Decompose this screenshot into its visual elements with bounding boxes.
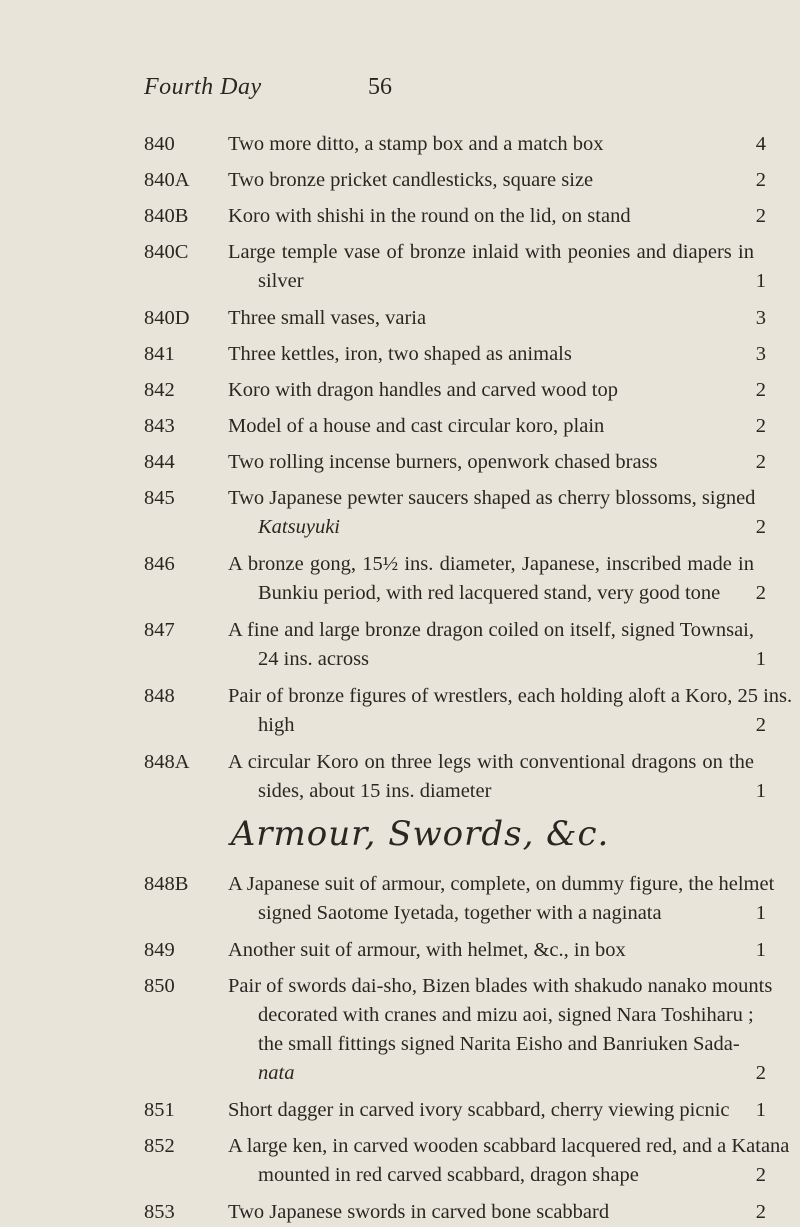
page-number: 56 xyxy=(368,74,392,100)
lot-description-continued: silver xyxy=(258,270,304,292)
lot-number: 841 xyxy=(144,343,175,365)
lot-number: 840 xyxy=(144,133,175,155)
lot-quantity: 2 xyxy=(755,451,766,473)
lot-description-continued: decorated with cranes and mizu aoi, signed Nara Toshiharu ; xyxy=(258,1004,754,1026)
lot-quantity: 2 xyxy=(755,516,766,538)
section-heading-text: Armour, Swords, &c. xyxy=(230,814,610,854)
lot-description: Two more ditto, a stamp box and a match box xyxy=(228,133,604,155)
lot-description-continued: the small fittings signed Narita Eisho and Banriuken Sada- xyxy=(258,1033,740,1055)
lot-description: Two bronze pricket candlesticks, square size xyxy=(228,169,594,191)
lot-number: 848 xyxy=(144,685,175,707)
lot-description-continued: signed Saotome Iyetada, together with a naginata xyxy=(258,902,662,924)
lot-quantity: 1 xyxy=(755,1099,766,1121)
lot-description: Koro with dragon handles and carved wood top xyxy=(228,379,618,401)
lot-quantity: 2 xyxy=(755,714,766,736)
lot-quantity: 4 xyxy=(755,133,766,155)
lot-description: Another suit of armour, with helmet, &c., in box xyxy=(228,939,626,961)
lot-quantity: 2 xyxy=(755,205,766,227)
header-day: Fourth Day xyxy=(144,74,262,100)
lot-description: A bronze gong, 15½ ins. diameter, Japanese, inscribed made in xyxy=(228,553,754,575)
lot-description: Two rolling incense burners, openwork chased brass xyxy=(228,451,658,473)
lot-description-continued: sides, about 15 ins. diameter xyxy=(258,780,492,802)
lot-number: 845 xyxy=(144,487,175,509)
lot-description: A large ken, in carved wooden scabbard lacquered red, and a Katana xyxy=(228,1135,790,1157)
lot-number: 847 xyxy=(144,619,175,641)
lot-quantity: 3 xyxy=(755,307,766,329)
lot-number: 848B xyxy=(144,873,189,895)
lot-description-continued: mounted in red carved scabbard, dragon shape xyxy=(258,1164,639,1186)
lot-description-continued: Bunkiu period, with red lacquered stand, very good tone xyxy=(258,582,721,604)
lot-number: 853 xyxy=(144,1201,175,1223)
lot-number: 849 xyxy=(144,939,175,961)
lot-quantity: 2 xyxy=(755,415,766,437)
lot-quantity: 2 xyxy=(755,169,766,191)
lot-description: A circular Koro on three legs with conventional dragons on the xyxy=(228,751,754,773)
lot-description-continued: high xyxy=(258,714,295,736)
lot-description: Large temple vase of bronze inlaid with peonies and diapers in xyxy=(228,241,754,263)
lot-number: 840B xyxy=(144,205,189,227)
lot-quantity: 2 xyxy=(755,1164,766,1186)
lot-description: Pair of bronze figures of wrestlers, each holding aloft a Koro, 25 ins. xyxy=(228,685,793,707)
lot-number: 843 xyxy=(144,415,175,437)
lot-description: Pair of swords dai-sho, Bizen blades with shakudo nanako mounts xyxy=(228,975,773,997)
lot-number: 851 xyxy=(144,1099,175,1121)
page-header xyxy=(144,74,764,104)
lot-quantity: 2 xyxy=(755,582,766,604)
lot-quantity: 1 xyxy=(755,270,766,292)
lot-number: 844 xyxy=(144,451,175,473)
lot-quantity: 2 xyxy=(755,379,766,401)
lot-description: Three small vases, varia xyxy=(228,307,427,329)
lot-description: A fine and large bronze dragon coiled on itself, signed Townsai, xyxy=(228,619,754,641)
lot-number: 840C xyxy=(144,241,189,263)
lot-number: 850 xyxy=(144,975,175,997)
lot-description-continued: 24 ins. across xyxy=(258,648,370,670)
lot-description: Model of a house and cast circular koro, plain xyxy=(228,415,605,437)
lot-quantity: 1 xyxy=(755,648,766,670)
lot-description: Koro with shishi in the round on the lid, on stand xyxy=(228,205,631,227)
lot-number: 846 xyxy=(144,553,175,575)
lot-number: 840D xyxy=(144,307,190,329)
lot-description-continued: nata xyxy=(258,1062,295,1084)
lot-description: Two Japanese pewter saucers shaped as cherry blossoms, signed xyxy=(228,487,756,509)
lot-quantity: 2 xyxy=(755,1201,766,1223)
lot-description: Two Japanese swords in carved bone scabbard xyxy=(228,1201,610,1223)
lot-quantity: 3 xyxy=(755,343,766,365)
lot-quantity: 1 xyxy=(755,780,766,802)
lot-quantity: 1 xyxy=(755,902,766,924)
lot-quantity: 1 xyxy=(755,939,766,961)
lot-number: 840A xyxy=(144,169,190,191)
lot-description: Three kettles, iron, two shaped as animals xyxy=(228,343,572,365)
lot-number: 852 xyxy=(144,1135,175,1157)
lot-number: 848A xyxy=(144,751,190,773)
lot-quantity: 2 xyxy=(755,1062,766,1084)
lot-description: Short dagger in carved ivory scabbard, cherry viewing picnic xyxy=(228,1099,730,1121)
lot-description: A Japanese suit of armour, complete, on dummy figure, the helmet xyxy=(228,873,775,895)
lot-number: 842 xyxy=(144,379,175,401)
lot-description-continued: Katsuyuki xyxy=(258,516,340,538)
section-heading xyxy=(0,814,800,854)
